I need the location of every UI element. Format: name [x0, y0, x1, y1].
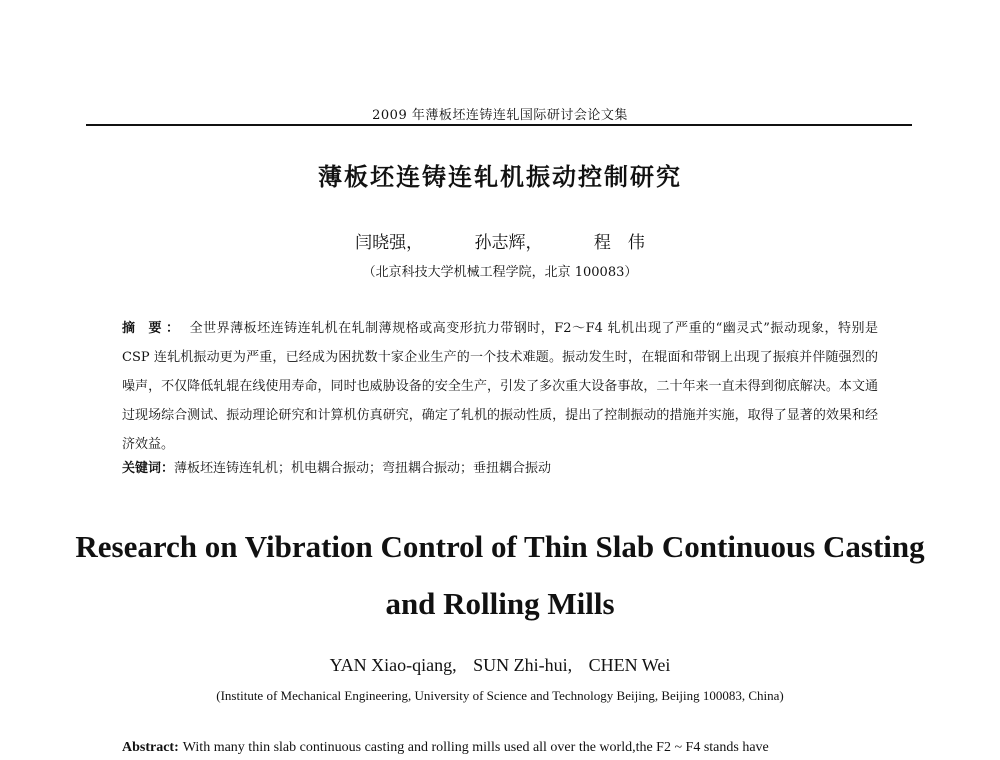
chinese-author-3: 程 伟 [593, 233, 645, 253]
chinese-abstract [122, 314, 878, 459]
chinese-title: 薄板坯连铸连轧机振动控制研究 [318, 163, 682, 191]
chinese-keywords-text: 薄板坯连铸连轧机；机电耦合振动；弯扭耦合振动；垂扭耦合振动 [174, 461, 552, 476]
english-author-1: YAN Xiao-qiang, [329, 655, 457, 675]
english-affiliation: (Institute of Mechanical Engineering, University of Science and Technology Beijing, Beijing 100083, China) [216, 688, 784, 703]
chinese-affiliation: （北京科技大学机械工程学院，北京 100083） [362, 265, 638, 280]
english-abstract-label: Abstract: [122, 740, 179, 755]
english-authors [0, 655, 1000, 676]
chinese-keywords [122, 459, 878, 479]
chinese-abstract-text: 全世界薄板坯连铸连轧机在轧制薄规格或高变形抗力带钢时，F2～F4 轧机出现了严重的“幽灵式”振动现象，特别是 CSP 连轧机振动更为严重，已经成为困扰数十家企业生产的一个技术难题。振动发生时，在辊面和带钢上出现了振痕并伴随强烈的噪声，不仅降低轧辊在线使用寿命，同时也威胁设备的安全生产，引发了多次重大设备事故，二十年来一直未得到彻底解决。本文通过现场综合测试、振动理论研究和计算机仿真研究，确定了轧机的振动性质，提出了控制振动的措施并实施，取得了显著的效果和经济效益。 [122, 321, 878, 452]
running-head: 2009 年薄板坯连铸连轧国际研讨会论文集 [372, 108, 628, 123]
english-author-2: SUN Zhi-hui, [473, 655, 573, 675]
english-author-3: CHEN Wei [588, 655, 671, 675]
chinese-authors [0, 228, 1000, 253]
chinese-abstract-label: 摘 要： [122, 321, 184, 336]
english-abstract [122, 740, 882, 756]
chinese-keywords-label: 关键词： [122, 461, 175, 476]
chinese-author-1: 闫晓强， [355, 233, 424, 253]
chinese-author-2: 孙志辉， [474, 233, 543, 253]
english-title: Research on Vibration Control of Thin Slab Continuous Casting and Rolling Mills [75, 529, 925, 621]
english-abstract-text: With many thin slab continuous casting and rolling mills used all over the world,the F2 ~ F4 stands have [182, 740, 769, 755]
header-rule [86, 124, 912, 126]
